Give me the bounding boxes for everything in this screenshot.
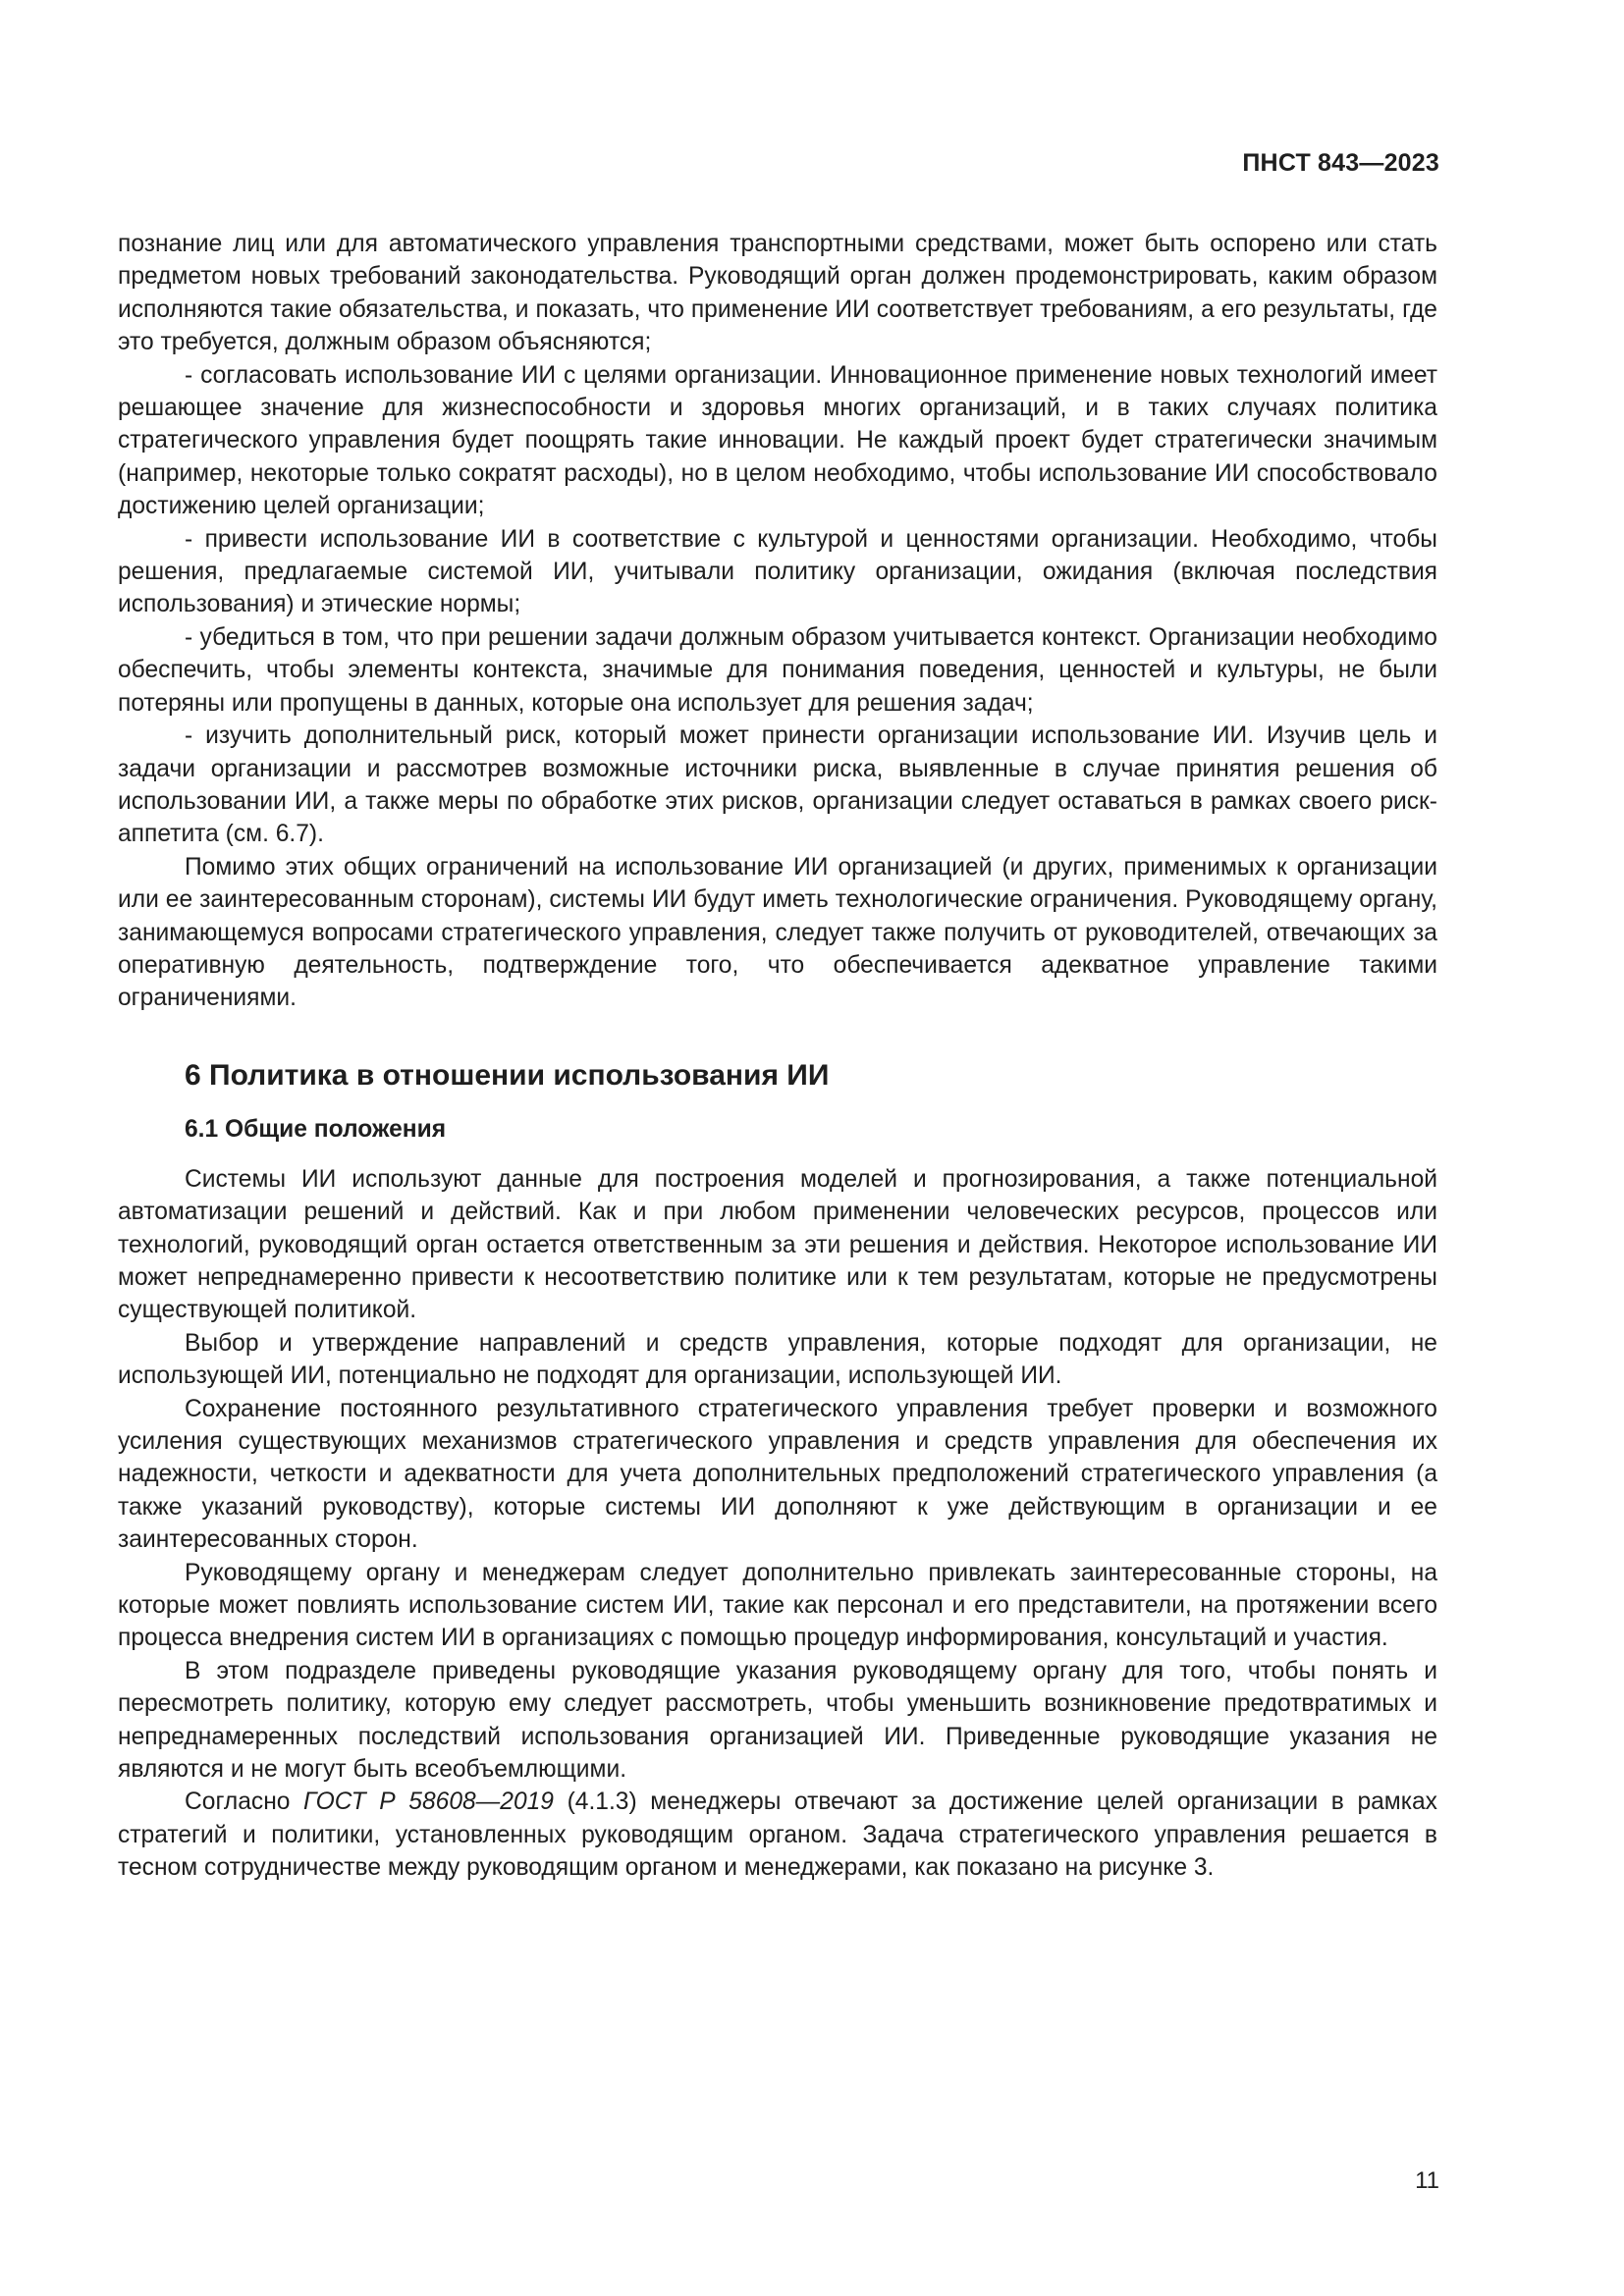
section-heading: 6 Политика в отношении использования ИИ [185, 1058, 830, 1092]
paragraph: Сохранение постоянного результативного стратегического управления требует проверки и возможного усиления существующих механизмов стратегического управления и средств управления для обеспечения их надежности, четкости и адекватности для учета дополнительных предположений стратегического управления (а также указаний руководству), которые системы ИИ дополняют к уже действующим в организации и ее заинтересованных сторон. [118, 1395, 1437, 1554]
list-item: - изучить дополнительный риск, который может принести организации использование ИИ. Изучив цель и задачи организации и рассмотрев возможные источники риска, выявленные в случае принятия решения об использовании ИИ, а также меры по обработке этих рисков, организации следует оставаться в рамках своего риск-аппетита (см. 6.7). [118, 722, 1437, 848]
paragraph-continued: познание лиц или для автоматического управления транспортными средствами, может быть оспорено или стать предметом новых требований законодательства. Руководящий орган должен продемонстрировать, каким образом исполняются такие обязательства, и показать, что применение ИИ соответствует требованиям, а его результаты, где это требуется, должным образом объясняются; [118, 231, 1437, 356]
paragraph: Руководящему органу и менеджерам следует дополнительно привлекать заинтересованные стороны, на которые может повлиять использование систем ИИ, такие как персонал и его представители, на протяжении всего процесса внедрения систем ИИ в организациях с помощью процедур информирования, консультаций и участия. [118, 1559, 1437, 1652]
text-span: (4.1.3) менеджеры отвечают за достижение целей организации в рамках стратегий и политики, установленных руководящим органом. Задача стратегического управления решается в тесном сотрудничестве между руководящим органом и менеджерами, как показано на рисунке 3. [118, 1789, 1437, 1882]
document-body [118, 228, 1437, 1885]
document-code-header: ПНСТ 843—2023 [1242, 149, 1439, 177]
paragraph: Выбор и утверждение направлений и средств управления, которые подходят для организации, не использующей ИИ, потенциально не подходят для организации, использующей ИИ. [118, 1329, 1437, 1390]
paragraph-with-reference [118, 1786, 1437, 1884]
text-span: Согласно [185, 1789, 304, 1816]
paragraph: В этом подразделе приведены руководящие указания руководящему органу для того, чтобы понять и пересмотреть политику, которую ему следует рассмотреть, чтобы уменьшить возникновение предотвратимых и непреднамеренных последствий использования организацией ИИ. Приведенные руководящие указания не являются и не могут быть всеобъемлющими. [118, 1657, 1437, 1784]
standard-reference: ГОСТ Р 58608—2019 [303, 1789, 554, 1816]
list-item: - привести использование ИИ в соответствие с культурой и ценностями организации. Необходимо, чтобы решения, предлагаемые системой ИИ, учитывали политику организации, ожидания (включая последствия использования) и этические нормы; [118, 525, 1437, 618]
paragraph: Помимо этих общих ограничений на использование ИИ организацией (и других, применимых к организации или ее заинтересованным сторонам), системы ИИ будут иметь технологические ограничения. Руководящему органу, занимающемуся вопросами стратегического управления, следует также получить от руководителей, отвечающих за оперативную деятельность, подтверждение того, что обеспечивается адекватное управление такими ограничениями. [118, 853, 1437, 1012]
subsection-heading: 6.1 Общие положения [185, 1115, 447, 1143]
page-number: 11 [1415, 2167, 1439, 2194]
list-item: - согласовать использование ИИ с целями организации. Инновационное применение новых технологий имеет решающее значение для жизнеспособности и здоровья многих организаций, и в таких случаях политика стратегического управления будет поощрять такие инновации. Не каждый проект будет стратегически значимым (например, некоторые только сократят расходы), но в целом необходимо, чтобы использование ИИ способствовало достижению целей организации; [118, 361, 1437, 520]
paragraph: Системы ИИ используют данные для построения моделей и прогнозирования, а также потенциальной автоматизации решений и действий. Как и при любом применении человеческих ресурсов, процессов или технологий, руководящий орган остается ответственным за эти решения и действия. Некоторое использование ИИ может непреднамеренно привести к несоответствию политике или к тем результатам, которые не предусмотрены существующей политикой. [118, 1165, 1437, 1324]
list-item: - убедиться в том, что при решении задачи должным образом учитывается контекст. Организации необходимо обеспечить, чтобы элементы контекста, значимые для понимания поведения, ценностей и культуры, не были потеряны или пропущены в данных, которые она использует для решения задач; [118, 623, 1437, 717]
